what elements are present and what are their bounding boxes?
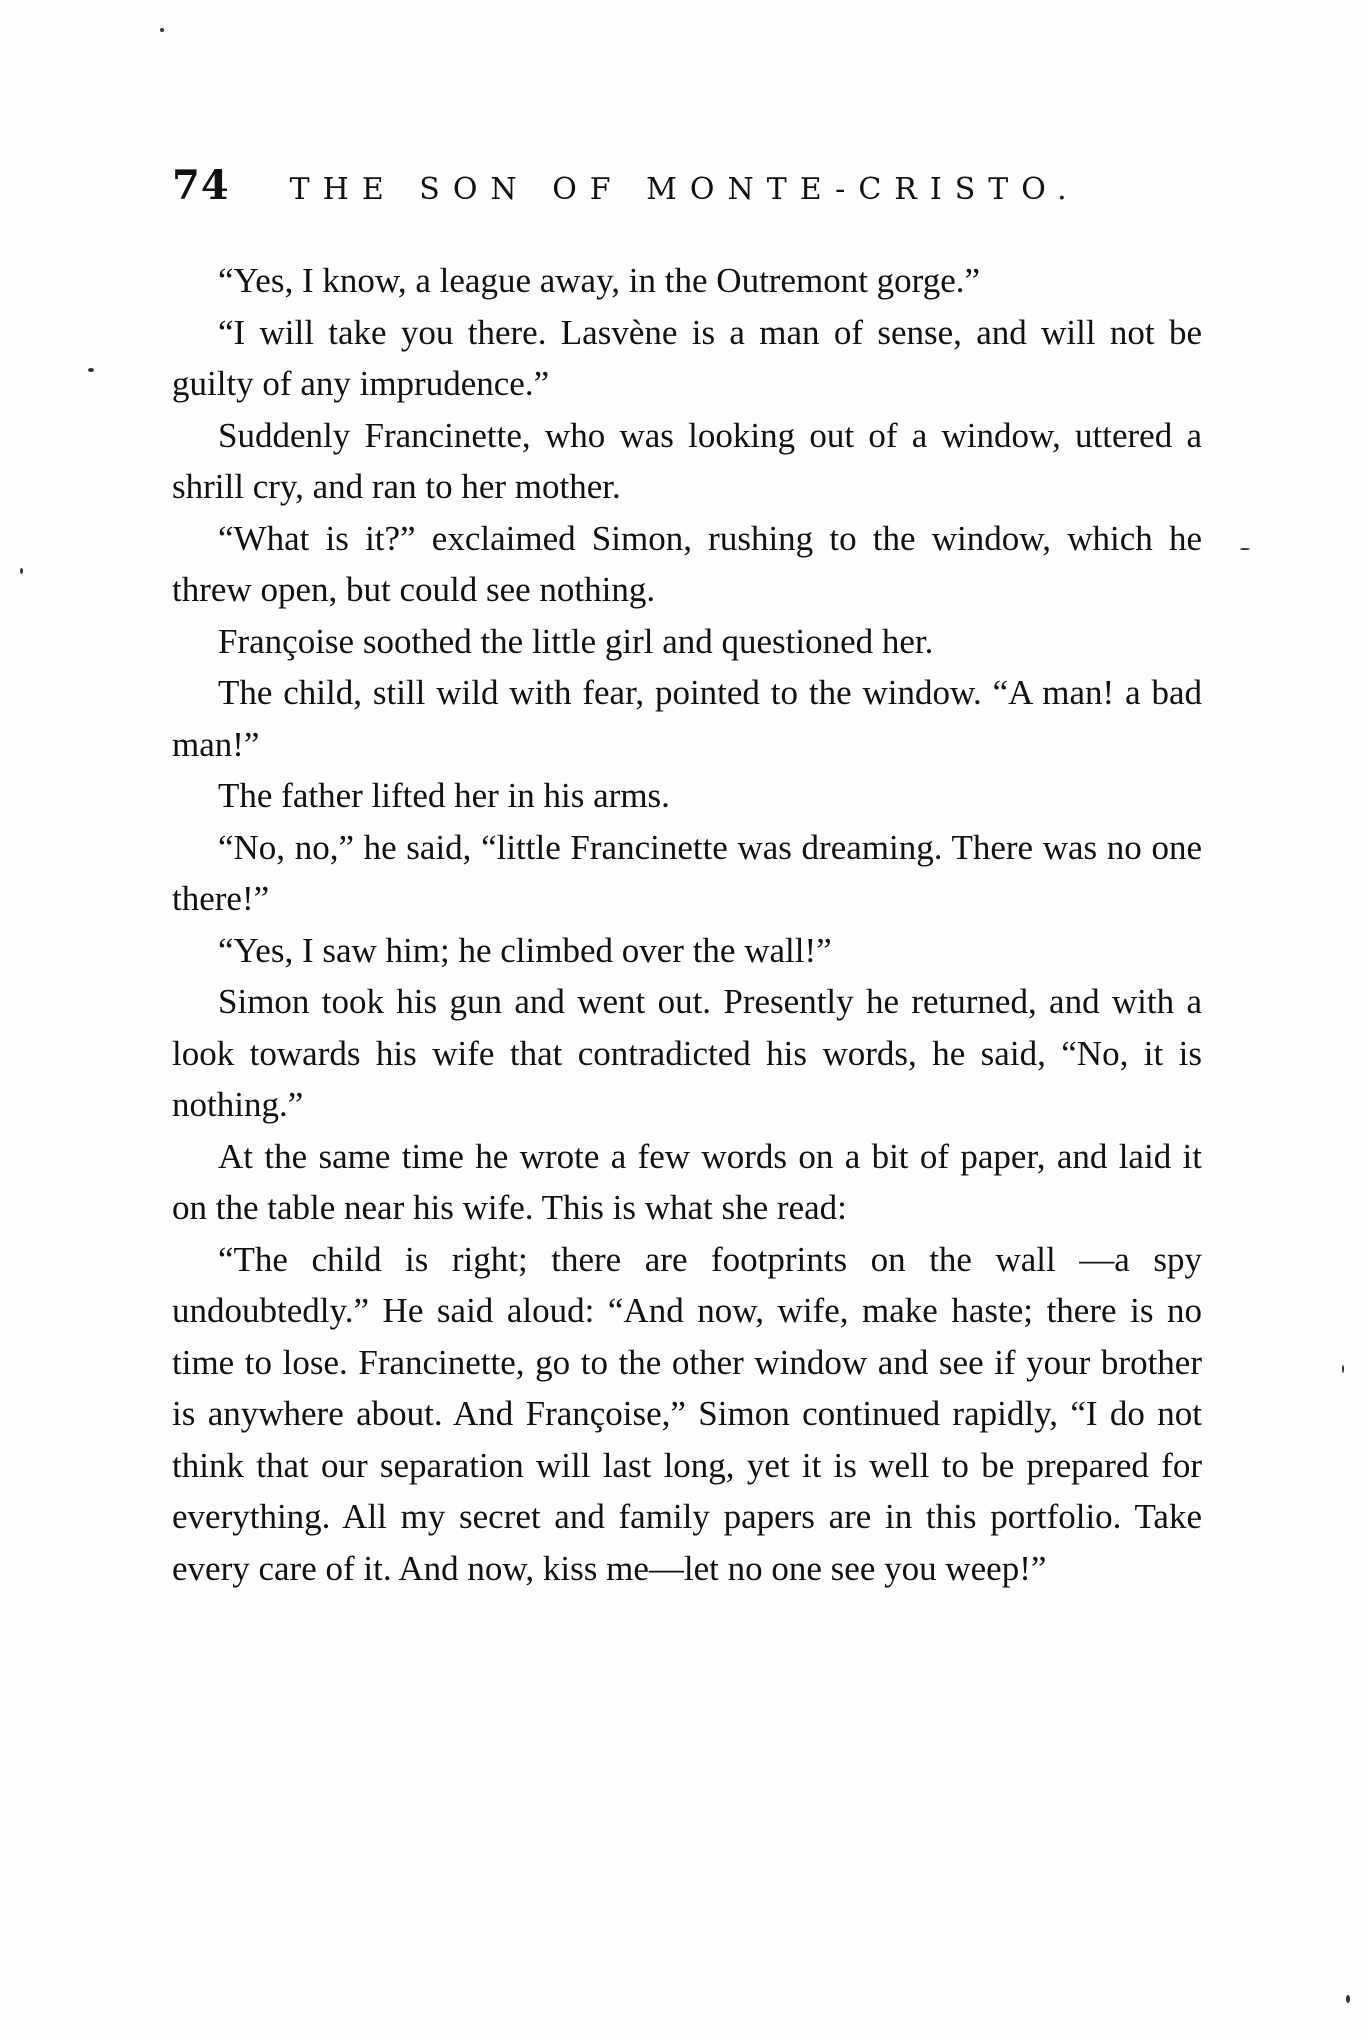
print-speck [20, 568, 23, 574]
print-speck [1342, 1365, 1344, 1373]
paragraph: Simon took his gun and went out. Presently he returned, and with a look towards his wife that contradicted his words, he said, “No, it is nothing.” [172, 982, 1202, 1124]
running-title: THE SON OF MONTE-CRISTO. [289, 172, 1080, 207]
print-speck [1240, 548, 1250, 550]
paragraph: “Yes, I know, a league away, in the Outremont gorge.” [218, 261, 981, 300]
paragraph: The father lifted her in his arms. [218, 776, 670, 815]
print-speck [160, 28, 164, 32]
paragraph: “No, no,” he said, “little Francinette was dreaming. There was no one there!” [172, 827, 1202, 918]
paragraph: “What is it?” exclaimed Simon, rushing to the window, which he threw open, but could see nothing. [172, 518, 1202, 609]
paragraph: Suddenly Francinette, who was looking out of a window, uttered a shrill cry, and ran to her mother. [172, 415, 1202, 506]
body-text [172, 255, 1202, 1594]
print-speck [88, 368, 94, 372]
paragraph: “The child is right; there are footprints on the wall —a spy undoubtedly.” He said aloud: “And now, wife, make haste; there is no time to lose. Francinette, go to the other window and see if your brother is anywhere about. And Françoise,” Simon continued rapidly, “I do not think that our separation will last long, yet it is well to be prepared for everything. All my secret and family papers are in this portfolio. Take every care of it. And now, kiss me—let no one see you weep!” [172, 1239, 1202, 1588]
page-header [172, 162, 1212, 222]
paragraph: At the same time he wrote a few words on a bit of paper, and laid it on the table near his wife. This is what she read: [172, 1136, 1202, 1227]
paragraph: “Yes, I saw him; he climbed over the wall!” [218, 930, 832, 970]
paragraph: “I will take you there. Lasvène is a man of sense, and will not be guilty of any imprudence.” [172, 312, 1202, 403]
paragraph: Françoise soothed the little girl and questioned her. [218, 621, 934, 661]
paragraph: The child, still wild with fear, pointed to the window. “A man! a bad man!” [172, 673, 1202, 764]
page-number: 74 [172, 162, 230, 209]
print-speck [1346, 1995, 1350, 2003]
